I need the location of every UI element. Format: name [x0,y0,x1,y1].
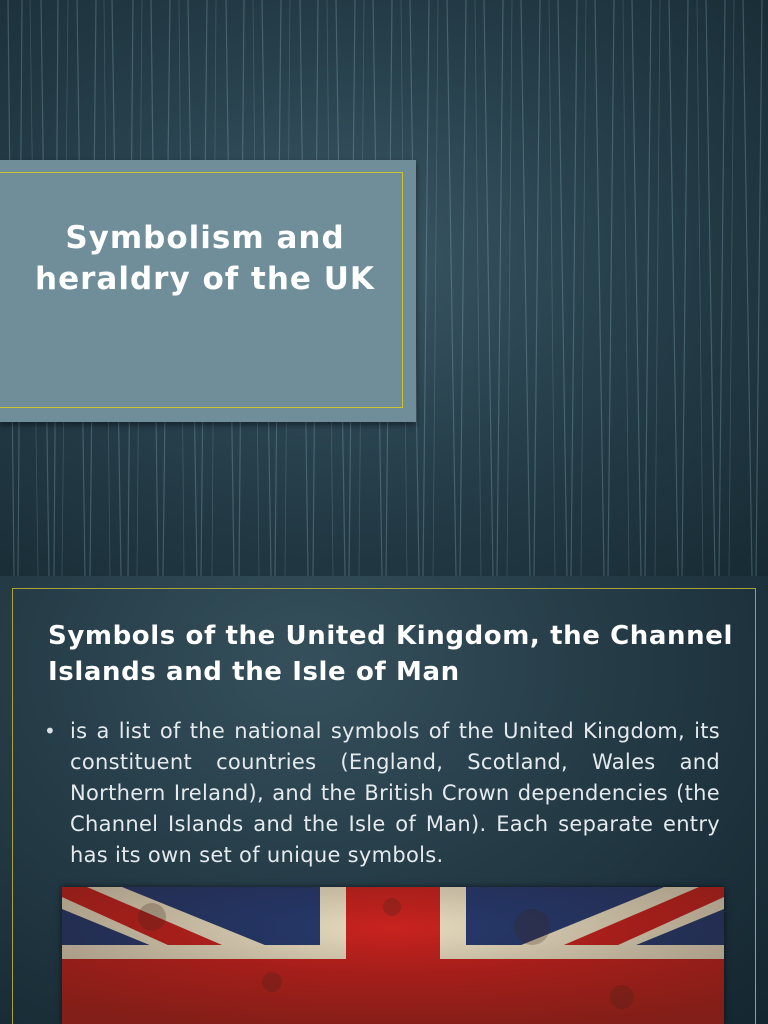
bullet-text: is a list of the national symbols of the United Kingdom, its constituent countries (England, Scotland, Wales and Northern Ireland), and the British Crown dependencies (the Channel Islands and the Isle of Man). Each separate entry has its own set of unique symbols. [70,719,720,867]
content-slide [0,576,768,1024]
slide-heading: Symbols of the United Kingdom, the Channel Islands and the Isle of Man [48,621,733,687]
title-box [0,160,416,422]
slide-title: Symbolism and heraldry of the UK [35,220,375,297]
union-jack-flag-image [62,887,724,1024]
bullet-marker: • [44,719,56,743]
union-jack-flag-icon [62,887,724,1024]
